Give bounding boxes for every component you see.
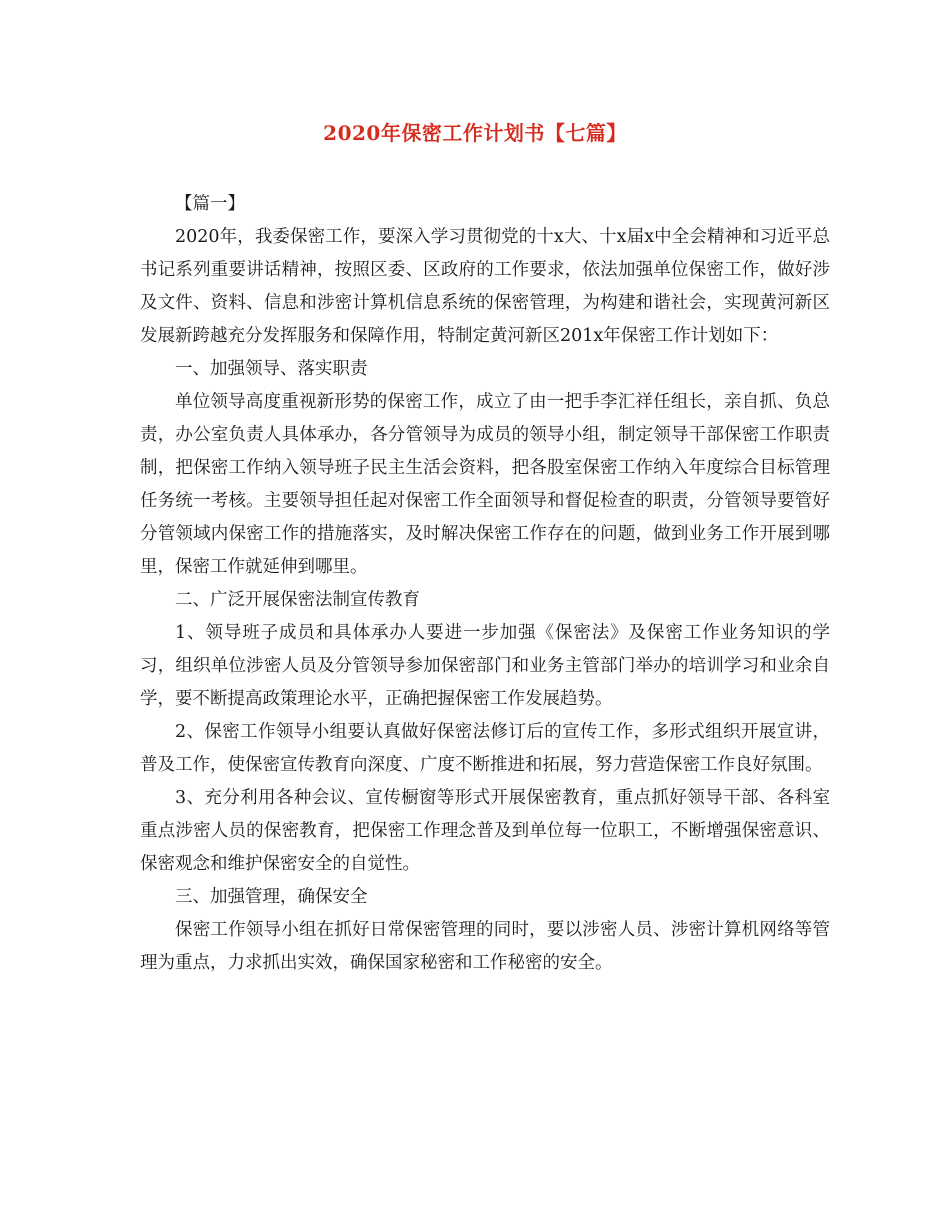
section-heading-1: 一、加强领导、落实职责	[175, 359, 368, 379]
list-item-1: 1、领导班子成员和具体承办人要进一步加强《保密法》及保密工作业务知识的学习，组织单位涉密人员及分管领导参加保密部门和业务主管部门举办的培训学习和业余自学，要不断提高政策理论水平，正确把握保密工作发展趋势。	[140, 623, 830, 709]
section-heading-2: 二、广泛开展保密法制宣传教育	[175, 590, 420, 610]
document-body	[140, 188, 830, 980]
list-item-3: 3、充分利用各种会议、宣传橱窗等形式开展保密教育，重点抓好领导干部、各科室重点涉密人员的保密教育，把保密工作理念普及到单位每一位职工，不断增强保密意识、保密观念和维护保密安全的自觉性。	[140, 788, 830, 874]
body-paragraph: 保密工作领导小组在抓好日常保密管理的同时，要以涉密人员、涉密计算机网络等管理为重点，力求抓出实效，确保国家秘密和工作秘密的安全。	[140, 920, 830, 973]
document-title: 2020年保密工作计划书【七篇】	[323, 121, 627, 145]
section-heading-3: 三、加强管理，确保安全	[175, 887, 368, 907]
section-heading-pian-yi: 【篇一】	[175, 194, 245, 214]
body-paragraph: 单位领导高度重视新形势的保密工作，成立了由一把手李汇祥任组长，亲自抓、负总责，办公室负责人具体承办，各分管领导为成员的领导小组，制定领导干部保密工作职责制，把保密工作纳入领导班子民主生活会资料，把各股室保密工作纳入年度综合目标管理任务统一考核。主要领导担任起对保密工作全面领导和督促检查的职责，分管领导要管好分管领域内保密工作的措施落实，及时解决保密工作存在的问题，做到业务工作开展到哪里，保密工作就延伸到哪里。	[140, 392, 830, 577]
intro-paragraph: 2020年，我委保密工作，要深入学习贯彻党的十x大、十x届x中全会精神和习近平总书记系列重要讲话精神，按照区委、区政府的工作要求，依法加强单位保密工作，做好涉及文件、资料、信息和涉密计算机信息系统的保密管理，为构建和谐社会，实现黄河新区发展新跨越充分发挥服务和保障作用，特制定黄河新区201x年保密工作计划如下：	[140, 227, 830, 346]
list-item-2: 2、保密工作领导小组要认真做好保密法修订后的宣传工作，多形式组织开展宣讲，普及工作，使保密宣传教育向深度、广度不断推进和拓展，努力营造保密工作良好氛围。	[140, 722, 830, 775]
